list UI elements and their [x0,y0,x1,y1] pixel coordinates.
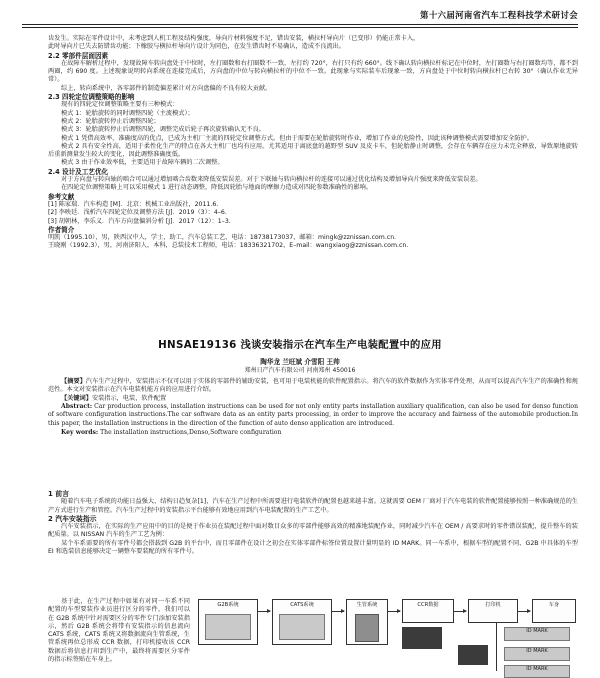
server-rack-icon [355,614,379,642]
header-rule-thin [22,27,578,28]
flow-arrow [454,611,466,612]
section-heading-2-3: 2.3 四轮定位调整策略的影响 [48,93,135,102]
production-mgmt-box [346,599,388,645]
keywords-label: 【关键词】 [61,394,92,402]
paragraph: 某个车系需要的所有零件号都会搭载到 G2B 的平台中，而且零部件在设计之初会在实体零部件标签位置设置计量明显的 ID MARK。同一车系中，根据车型的配置不同、G2B 中具体的车型 EI 和选装信息能够决定一辆整车要装配的所有零件号。 [48,539,578,556]
author-bio: 王晓刚（1992.3），男，河南济阳人，本科，总装技术工程师，电话：18336321702，E–mail：wangxiaog@zznissan.com.cn. [48,242,409,250]
vehicle-body-box [532,599,576,623]
list-item: 模式 1：轮胎旋转的同时调整四轮（主流模式）； [61,109,194,117]
id-mark-label-3 [504,665,570,678]
paragraph: 模式 1 凭借高效率，准确度高的优点，已成为主机厂主流的四轮定位调整方式。但由于需要在轮胎旋转时作业，增加了作业的危险性，因此该种调整模式需要增加安全防护。 [61,134,533,142]
article-affiliation: 郑州日产汽车有限公司 河南郑州 450016 [244,367,356,374]
list-item: 模式 3：轮胎旋转停止后调整四轮，调整完成后轮子再次旋转确认无不良。 [61,126,265,134]
connector-line [496,623,497,671]
printer-box [468,599,518,623]
abstract-label: 【摘要】 [61,378,86,385]
vehicle-label: 车身 [548,602,560,608]
reference-item: [1] 陈家瑞．汽车构造 [M]．北京：机械工业出版社，2011.6. [48,200,219,208]
author-bio: 明凯（1995.10），男，陕西汉中人，学士，助工，汽车总装工艺，电话：18738173037，邮箱：mingk@zznissan.com.cn. [48,234,397,242]
paragraph: 对于方向盘与转向轴的啮合可以通过增加啮合齿数来降低安装误差。对于下联轴与转向横拉杆的连接可以通过优化结构及增加导向片强度来降低安装误差。 [61,176,482,184]
keywords-text: 安装指示，电装，软件配置 [91,394,167,402]
g2b-system-box [198,599,258,645]
article-abstract-block [48,378,578,437]
id-mark-text: ID MARK [526,648,548,654]
paragraph: 齿发生。实际在零件设计中，未考虑到人机工程及结构强度，导向片材料强度不足，错齿安装，横拉杆导向片（已变形）仍能正常卡入， [48,35,420,42]
running-header: 第十六届河南省汽车工程科技学术研讨会 [420,10,578,20]
flow-arrow [332,611,344,612]
flow-arrow [518,611,530,612]
article-body-narrow [48,598,190,664]
abstract-cn [48,378,578,395]
g2b-label: G2B系统 [217,602,239,608]
part-photo [458,645,488,665]
reference-item: [3] 胡朝林，李乐义．汽车方向盘偏斜分析 [J]．2017（12）：1–3. [48,217,231,225]
section-heading-2-4: 2.4 设计及工艺优化 [48,167,109,176]
cats-label: CATS系统 [290,602,314,608]
paragraph: 此时导向片已失去防错齿功能；下橡胶与横拉杆导向片设计为同色，在发生错齿时不易确认，造成不良流出。 [48,43,345,51]
header-rule-thick [22,24,578,25]
g2b-screen-icon [205,614,251,640]
article-authors: 陶华龙 兰旺斌 介雪阳 王帅 [260,358,340,366]
section-heading-2: 2 汽车安装指示 [48,514,97,523]
section-heading-2-2: 2.2 零部件层面因素 [48,51,109,60]
references-heading: 参考文献 [48,192,75,201]
keywords-en-label: Key words: [61,428,99,436]
ccr-label: CCR数据 [417,602,439,608]
cats-screen-icon [279,614,325,640]
paragraph: 综上，转向系统中，各零部件的制造偏差累计对方向盘偏的不良有较大贡献。 [61,84,272,92]
abstract-text: 汽车生产过程中，安装指示不仅可以用于实体的零部件的辅助安装，也可用于电装机能的软件配置指示。将汽车的软件数据作为实体零件处理，从而可以提高汽车生产的准确性和规范性。本文对安装指示在汽车电装机能方向的应用进行介绍。 [48,378,578,394]
section-heading-1: 1 前言 [48,490,69,498]
production-mgmt-label: 生管系统 [356,602,378,608]
keywords-cn [48,395,578,403]
id-mark-text: ID MARK [526,666,548,672]
printer-label: 打印机 [485,602,501,608]
paragraph: 在故障车解析过程中，发现故障车转向盘处于中位时，左打圈数和右打圈数不一致，左打约 720°，右打只有约 660°。线下确认转向横拉杆标记在中位时，左打圈数与右打圈数均等，都不到两圈，约 690 度。上述现象说明转向系统在连接完成后，方向盘的中位与转向横拉杆的中位不一致。此现象与实际装车后现象一致，方向盘处于中位时转向横拉杆已右转 30°（确认作业无异常）。 [48,59,578,84]
prev-article-body [48,35,578,251]
abstract-en [48,403,578,429]
article-body [48,490,578,556]
reference-item: [2] 李映廷．浅析汽车四轮定位及调整方法 [J]．2019（3）：4–6. [48,209,227,217]
paragraph: 模式 2 具有安全性高，适用于柔性化生产的特点在各大主机厂也均有应用。尤其适用于离底盘的越野型 SUV 及皮卡车，但轮胎静止时调整，会存在车辆存在应力未完全释放，导致原地旋转后重新测量发生较大的变化，因此调整准确度低。 [48,142,578,159]
list-item: 模式 2：轮胎旋转停止后调整四轮； [61,117,160,125]
flow-arrow [258,611,270,612]
abstract-en-text: Car production process, installation instructions can be used for not only entity parts installation auxiliary qualification, can also be used for denso function of software configuration instructions.The car software data as an entity parts processing, in order to improve the accuracy and fairness of the automobile production.In this paper, the installation instructions in the direction of the function of auto denso application are introduced. [48,402,578,428]
keywords-en-text: The installation instructions,Denso,Software configuration [98,428,282,436]
id-mark-label-2 [504,647,570,661]
paragraph: 随着汽车电子系统的功能日益强大、结构日趋复杂[1]，汽车在生产过程中所需要进行电装软件的配置也越来越丰富。这就需要 OEM 厂商对于汽车电装的软件配置能够按照一种准确规范的生产方式进行生产和管控。汽车生产过程中的安装指示平台能够有效地应用到汽车电装配置的生产工艺中。 [48,498,578,514]
cats-system-box [272,599,332,645]
flow-arrow [388,611,400,612]
keywords-en [48,429,578,438]
paragraph: 现有的四轮定位调整策略主要有三种模式： [61,101,179,109]
paragraph: 模式 3 由于作业效率低，主要适用于故障车辆的二次调整。 [61,159,224,167]
process-flow-figure [196,597,578,678]
id-mark-text: ID MARK [526,628,548,634]
author-bio-heading: 作者简介 [48,225,75,234]
id-mark-label-1 [504,627,570,641]
paragraph: 在四轮定位调整策略上可以采用模式 1 进行动态调整，降低因轮胎与地面的摩擦力造成对四轮参数准确性的影响。 [61,184,373,192]
ccr-data-box [402,599,454,623]
paragraph: 基于此，在生产过程中如果有对同一车系不同配置的车型要装作业员进行区分的零件，我们可以在 G2B 系统中针对需要区分的零件专门添加安装指示，然后 G2B 系统会将带有安装指示的信息流向 CATS 系统，CATS 系统又将数据流向生管系统，生管系统再位总形成 CCR 数据，打印机接收该 CCR 数据后将信息打印到生产中，最终将需要区分零件的指示标签贴在车身上。 [48,598,190,664]
article-title: HNSAE19136 浅谈安装指示在汽车生产电装配置中的应用 [158,339,442,351]
paragraph: 汽车安装指示，在实际的生产应用中的目的是便于作业员在装配过程中面对数目众多的零部件能够高效的精准地装配作业，同时减少汽车在 OEM / 高要求时的零件错误装配，提升整车的装配质量。以 NISSAN 汽车的生产工艺为例： [48,523,578,539]
abstract-en-label: Abstract: [61,402,93,410]
label-photo [402,627,442,649]
